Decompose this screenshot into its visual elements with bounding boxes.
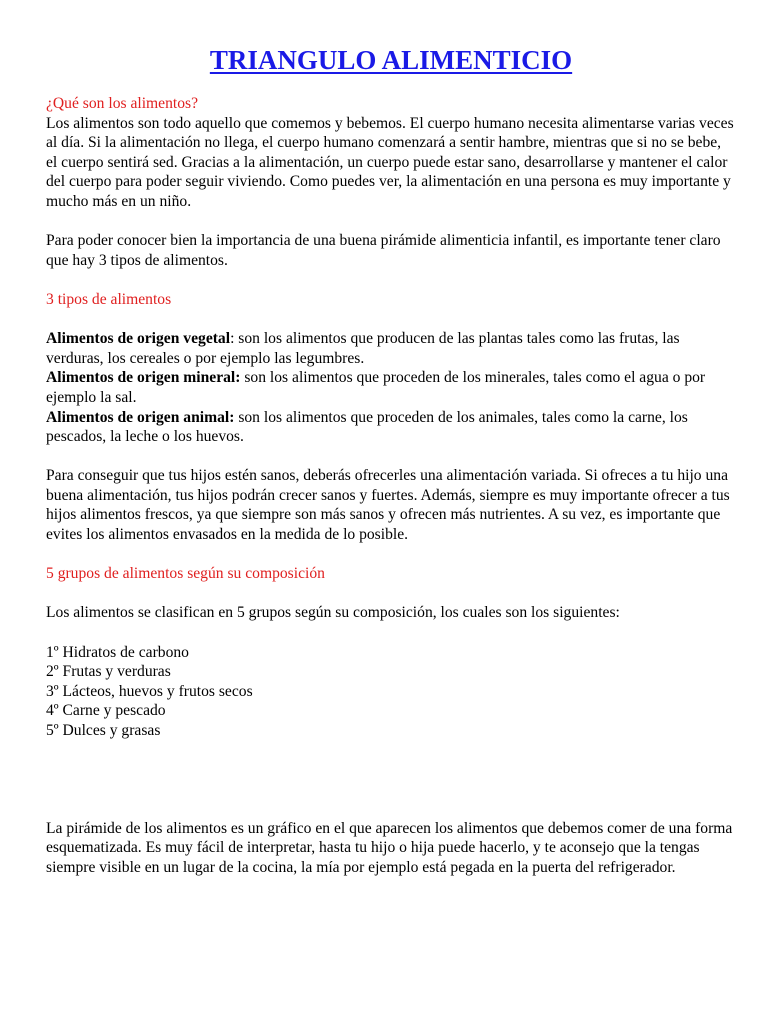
paragraph: Para conseguir que tus hijos estén sanos, deberás ofrecerles una alimentación variada. Si ofreces a tu hijo una buena alimentación, tus hijos podrán crecer sanos y fuertes. Además, siempre es muy importante ofrecer a tus hijos alimentos frescos, ya que siempre son más sanos y ofrecen más nutrientes. A su vez, es importante que evites los alimentos envasados en la medida de lo posible. <box>46 467 730 544</box>
food-type-desc: son los alimentos que proceden de los minerales, tales como el agua o por ejemplo la sal. <box>46 369 706 406</box>
food-type-term: Alimentos de origen animal: <box>46 408 235 426</box>
paragraph: Para poder conocer bien la importancia de una buena pirámide alimenticia infantil, es importante tener claro que hay 3 tipos de alimentos. <box>46 232 721 269</box>
food-type-desc: : son los alimentos que producen de las plantas tales como las frutas, las verduras, los cereales o por ejemplo las legumbres. <box>46 330 680 367</box>
food-group-list <box>46 643 736 741</box>
food-type-item <box>46 408 736 447</box>
list-item: 5º Dulces y grasas <box>46 722 161 739</box>
section-heading: ¿Qué son los alimentos? <box>46 95 199 112</box>
paragraph: La pirámide de los alimentos es un gráfico en el que aparecen los alimentos que debemos comer de una forma esquematizada. Es muy fácil de interpretar, hasta tu hijo o hija puede hacerlo, y te aconsejo que la tengas siempre visible en un lugar de la cocina, la mía por ejemplo está pegada en la puerta del refrigerador. <box>46 819 733 876</box>
list-item: 3º Lácteos, huevos y frutos secos <box>46 682 253 700</box>
food-type-term: Alimentos de origen vegetal <box>46 330 231 348</box>
food-type-desc: son los alimentos que proceden de los animales, tales como la carne, los pescados, la leche o los huevos. <box>46 408 688 446</box>
document-page <box>46 44 736 877</box>
food-type-item <box>46 368 736 407</box>
document-title: TRIANGULO ALIMENTICIO <box>209 45 573 75</box>
food-type-term: Alimentos de origen mineral: <box>46 369 241 387</box>
list-item: 2º Frutas y verduras <box>46 663 171 681</box>
section-heading: 3 tipos de alimentos <box>46 290 172 308</box>
paragraph: Los alimentos son todo aquello que comemos y bebemos. El cuerpo humano necesita alimentarse varias veces al día. Si la alimentación no llega, el cuerpo humano comenzará a sentir hambre, mientras que si no se bebe, el cuerpo sentirá sed. Gracias a la alimentación, un cuerpo puede estar sano, desarrollarse y mantener el calor del cuerpo para poder seguir viviendo. Como puedes ver, la alimentación en una persona es muy importante y mucho más en un niño. <box>46 114 734 210</box>
section-heading: 5 grupos de alimentos según su composición <box>46 565 325 583</box>
section-food-groups <box>46 564 736 877</box>
list-item: 1º Hidratos de carbono <box>46 643 189 661</box>
section-food-types <box>46 290 736 545</box>
list-item: 4º Carne y pescado <box>46 702 166 720</box>
paragraph: Los alimentos se clasifican en 5 grupos según su composición, los cuales son los siguientes: <box>46 604 620 622</box>
food-type-item <box>46 329 736 368</box>
section-what-are-foods <box>46 94 736 270</box>
